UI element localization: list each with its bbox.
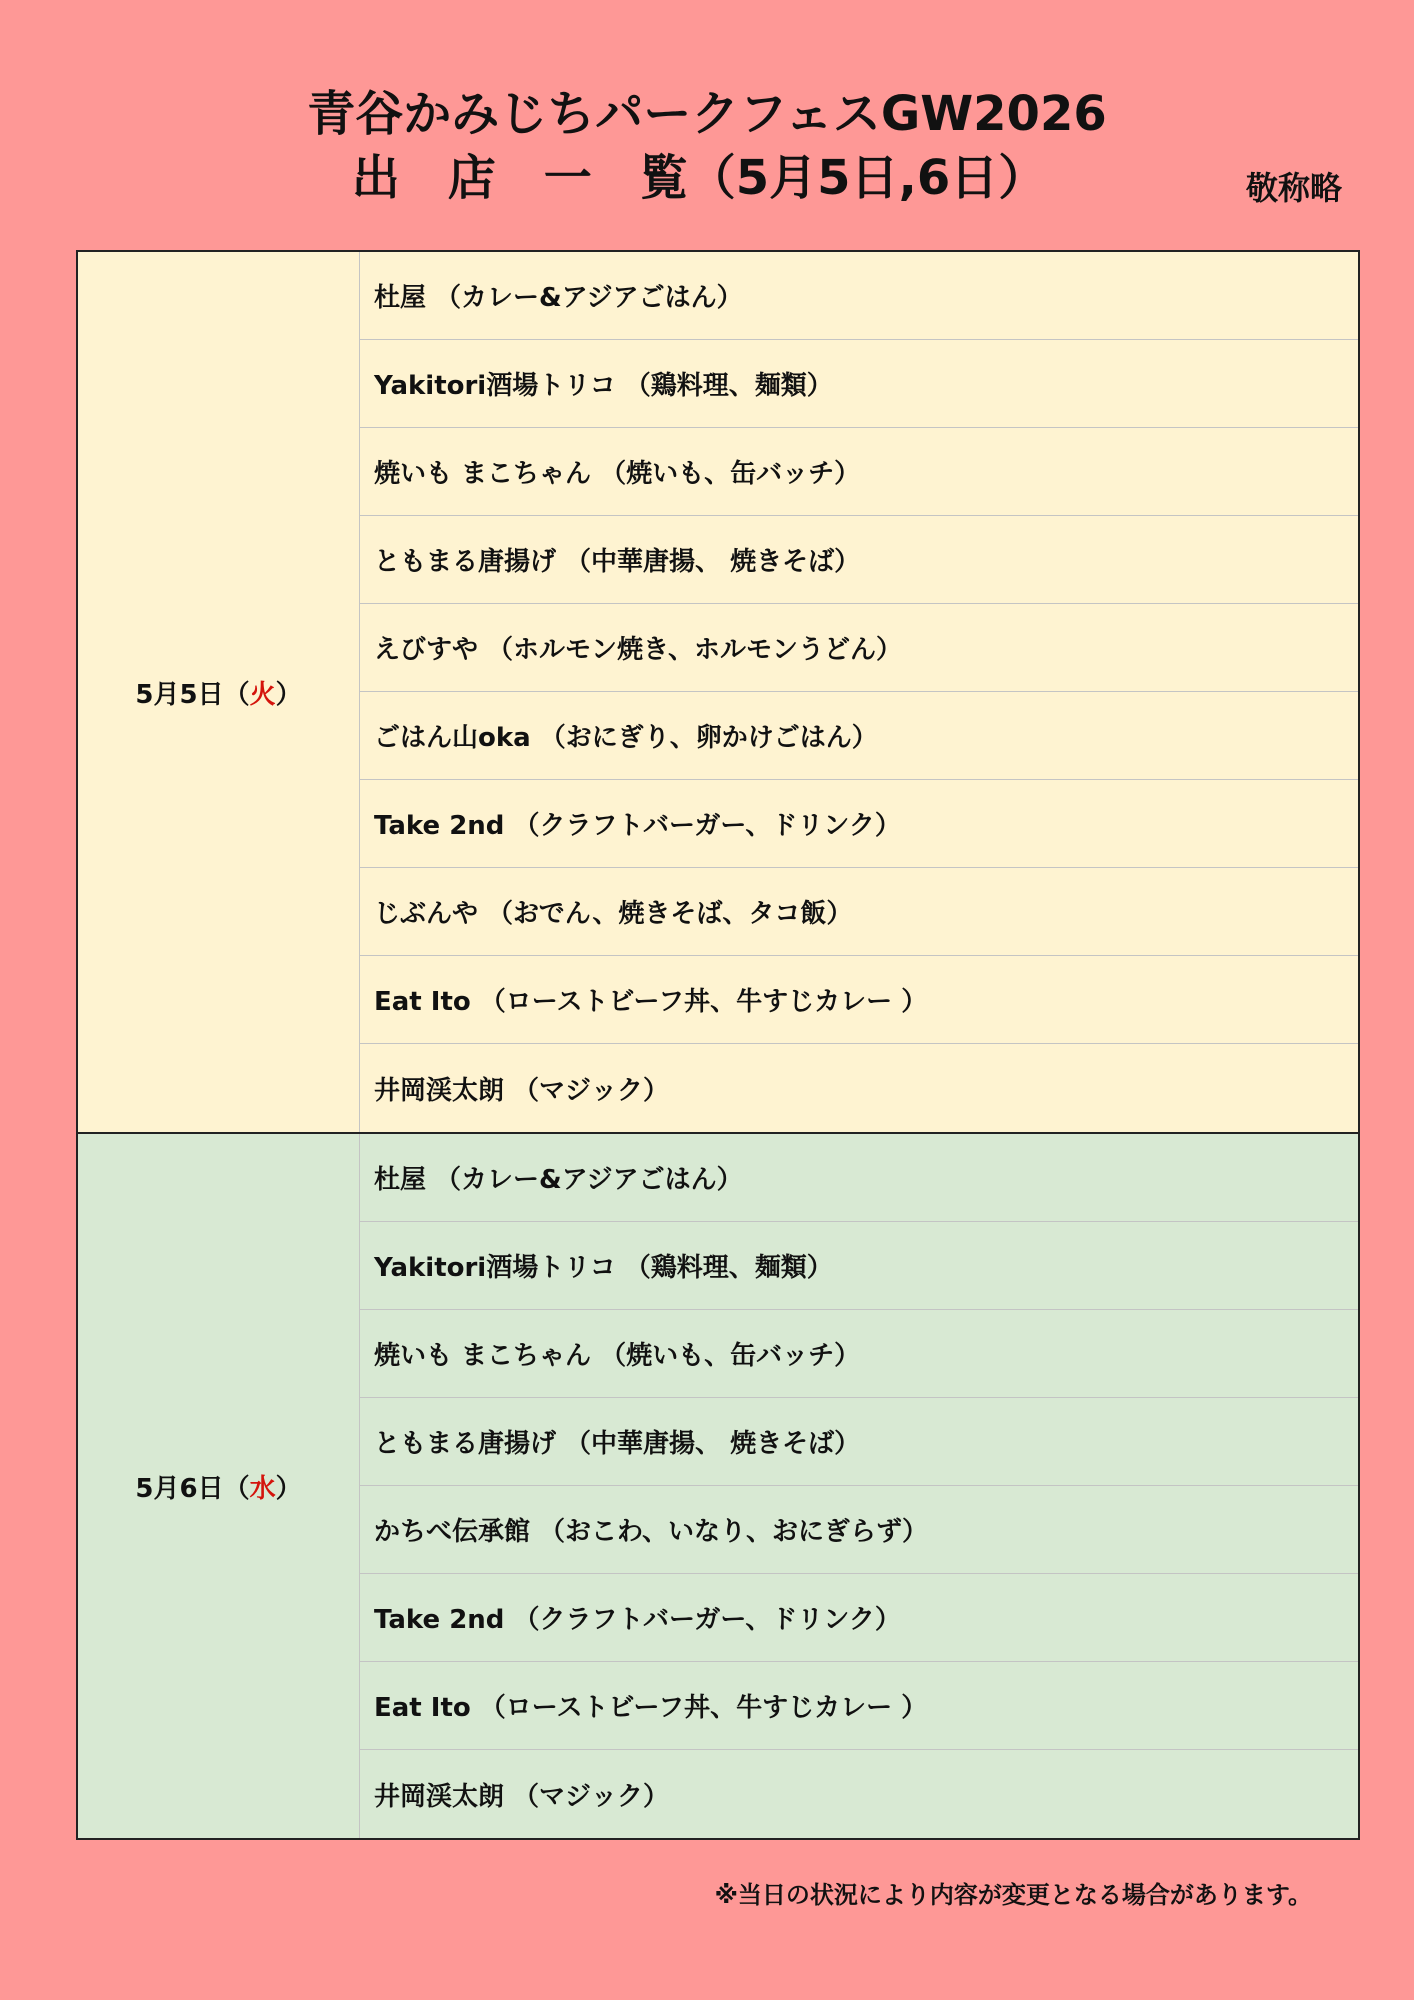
date-close: ） bbox=[275, 1473, 302, 1504]
vendor-row: Yakitori酒場トリコ （鶏料理、麺類） bbox=[360, 1222, 1358, 1310]
weekday-label: 火 bbox=[249, 679, 276, 710]
vendor-row: 井岡渓太朗 （マジック） bbox=[374, 1075, 670, 1106]
vendor-row: ごはん山oka （おにぎり、卵かけごはん） bbox=[360, 692, 1358, 780]
day-block-may6 bbox=[78, 1132, 1358, 1838]
date-label: 5月6日（ bbox=[135, 1473, 250, 1504]
vendor-row: ともまる唐揚げ （中華唐揚、 焼きそば） bbox=[360, 1398, 1358, 1486]
day-block-may5 bbox=[78, 252, 1358, 1132]
page-title: 青谷かみじちパークフェスGW2026 bbox=[307, 86, 1107, 142]
footnote: ※当日の状況により内容が変更となる場合があります。 bbox=[714, 1881, 1312, 1909]
vendor-row: 杜屋 （カレー&アジアごはん） bbox=[360, 1134, 1358, 1222]
vendor-row: 井岡渓太朗 （マジック） bbox=[374, 1781, 670, 1812]
vendor-row: えびすや （ホルモン焼き、ホルモンうどん） bbox=[360, 604, 1358, 692]
page-subtitle: 出 店 一 覧（5月5日,6日） bbox=[351, 150, 1047, 206]
vendor-row: Take 2nd （クラフトバーガー、ドリンク） bbox=[360, 1574, 1358, 1662]
vendor-row: かちべ伝承館 （おこわ、いなり、おにぎらず） bbox=[360, 1486, 1358, 1574]
vendor-list bbox=[360, 252, 1358, 1132]
vendor-row: Yakitori酒場トリコ （鶏料理、麺類） bbox=[360, 340, 1358, 428]
vendor-row: ともまる唐揚げ （中華唐揚、 焼きそば） bbox=[360, 516, 1358, 604]
vendor-row: Eat Ito （ローストビーフ丼、牛すじカレー ） bbox=[360, 956, 1358, 1044]
vendor-row: じぶんや （おでん、焼きそば、タコ飯） bbox=[360, 868, 1358, 956]
vendor-row: 杜屋 （カレー&アジアごはん） bbox=[360, 252, 1358, 340]
vendor-row: 焼いも まこちゃん （焼いも、缶バッチ） bbox=[360, 1310, 1358, 1398]
date-cell bbox=[78, 1134, 360, 1838]
date-cell bbox=[78, 252, 360, 1132]
weekday-label: 水 bbox=[249, 1473, 276, 1504]
vendor-table bbox=[76, 250, 1360, 1840]
vendor-list bbox=[360, 1134, 1358, 1838]
date-close: ） bbox=[275, 679, 302, 710]
vendor-row: Eat Ito （ローストビーフ丼、牛すじカレー ） bbox=[360, 1662, 1358, 1750]
honorific-note: 敬称略 bbox=[1245, 169, 1342, 207]
date-label: 5月5日（ bbox=[135, 679, 250, 710]
vendor-row: 焼いも まこちゃん （焼いも、缶バッチ） bbox=[360, 428, 1358, 516]
vendor-row: Take 2nd （クラフトバーガー、ドリンク） bbox=[360, 780, 1358, 868]
